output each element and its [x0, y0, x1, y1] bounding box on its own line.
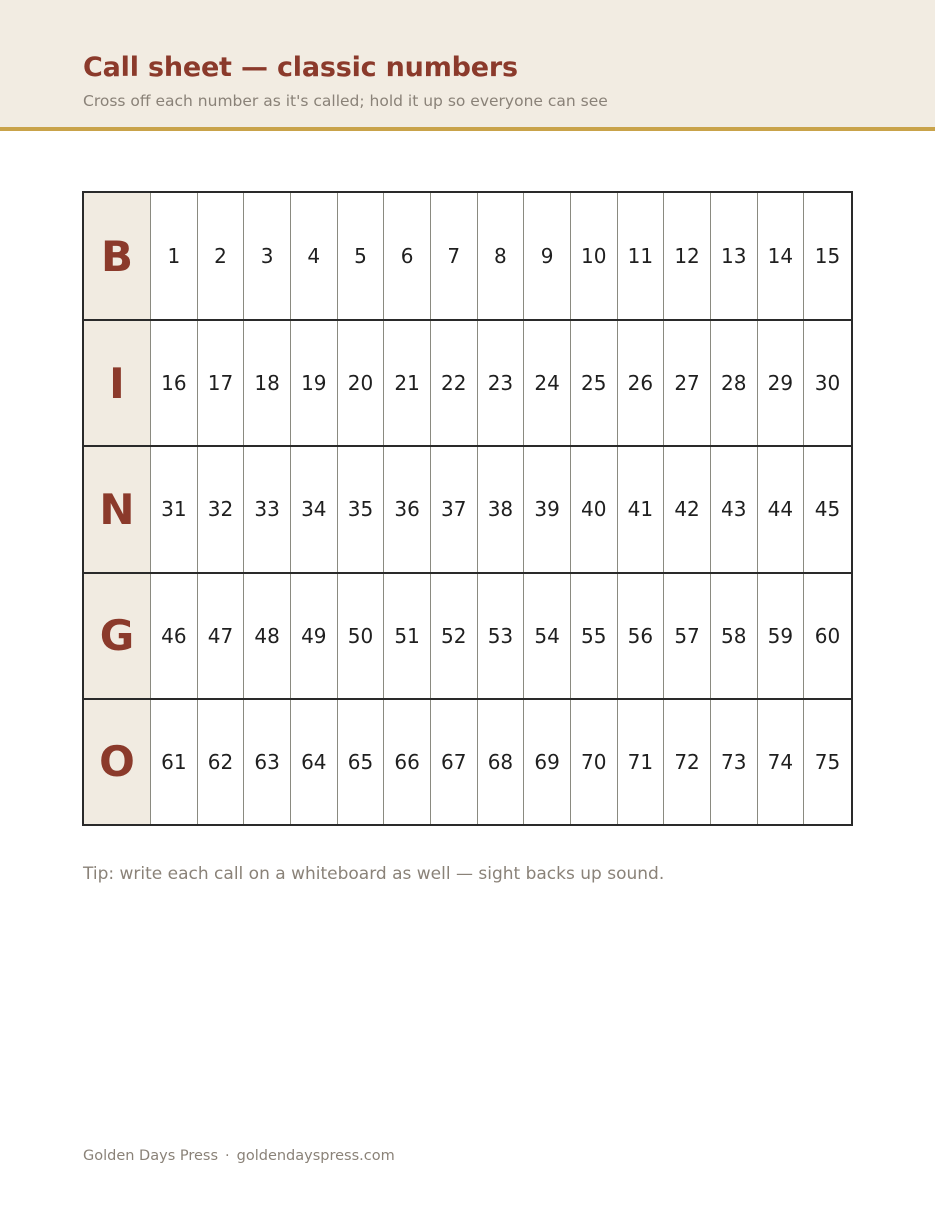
- row-letter: N: [84, 447, 151, 571]
- number-cell[interactable]: 2: [198, 193, 245, 319]
- footer-website[interactable]: goldendayspress.com: [236, 1148, 395, 1164]
- number-cell[interactable]: 37: [431, 447, 478, 571]
- number-cell[interactable]: 28: [711, 321, 758, 445]
- number-cell[interactable]: 35: [338, 447, 385, 571]
- call-grid: [82, 191, 853, 826]
- number-cell[interactable]: 10: [571, 193, 618, 319]
- number-cell[interactable]: 14: [758, 193, 805, 319]
- page-header: [0, 0, 935, 131]
- number-cell[interactable]: 29: [758, 321, 805, 445]
- page-subtitle: Cross off each number as it's called; hold it up so everyone can see: [83, 92, 608, 110]
- number-cell[interactable]: 7: [431, 193, 478, 319]
- number-cell[interactable]: 45: [804, 447, 851, 571]
- number-cell[interactable]: 51: [384, 574, 431, 698]
- number-cell[interactable]: 38: [478, 447, 525, 571]
- number-cell[interactable]: 32: [198, 447, 245, 571]
- number-cell[interactable]: 12: [664, 193, 711, 319]
- number-cell[interactable]: 74: [758, 700, 805, 824]
- number-cell[interactable]: 54: [524, 574, 571, 698]
- number-cell[interactable]: 36: [384, 447, 431, 571]
- number-cell[interactable]: 20: [338, 321, 385, 445]
- footer-separator: ·: [225, 1148, 230, 1164]
- number-cell[interactable]: 56: [618, 574, 665, 698]
- number-cell[interactable]: 70: [571, 700, 618, 824]
- number-cell[interactable]: 6: [384, 193, 431, 319]
- row-letter: O: [84, 700, 151, 824]
- number-cell[interactable]: 23: [478, 321, 525, 445]
- number-cell[interactable]: 73: [711, 700, 758, 824]
- number-cell[interactable]: 57: [664, 574, 711, 698]
- number-cell[interactable]: 65: [338, 700, 385, 824]
- number-cell[interactable]: 61: [151, 700, 198, 824]
- number-cell[interactable]: 4: [291, 193, 338, 319]
- number-cell[interactable]: 68: [478, 700, 525, 824]
- number-cell[interactable]: 60: [804, 574, 851, 698]
- number-cell[interactable]: 9: [524, 193, 571, 319]
- number-cell[interactable]: 41: [618, 447, 665, 571]
- grid-row-o: [84, 698, 851, 824]
- number-cell[interactable]: 72: [664, 700, 711, 824]
- grid-row-g: [84, 572, 851, 698]
- number-cell[interactable]: 27: [664, 321, 711, 445]
- number-cell[interactable]: 19: [291, 321, 338, 445]
- number-cell[interactable]: 63: [244, 700, 291, 824]
- number-cell[interactable]: 48: [244, 574, 291, 698]
- number-cell[interactable]: 39: [524, 447, 571, 571]
- number-cell[interactable]: 46: [151, 574, 198, 698]
- row-letter: B: [84, 193, 151, 319]
- grid-row-i: [84, 319, 851, 445]
- number-cell[interactable]: 55: [571, 574, 618, 698]
- number-cell[interactable]: 21: [384, 321, 431, 445]
- number-cell[interactable]: 17: [198, 321, 245, 445]
- number-cell[interactable]: 22: [431, 321, 478, 445]
- page-title: Call sheet — classic numbers: [83, 52, 518, 83]
- grid-row-b: [84, 193, 851, 319]
- number-cell[interactable]: 30: [804, 321, 851, 445]
- number-cell[interactable]: 34: [291, 447, 338, 571]
- footer-publisher: Golden Days Press: [83, 1148, 219, 1164]
- number-cell[interactable]: 3: [244, 193, 291, 319]
- number-cell[interactable]: 66: [384, 700, 431, 824]
- number-cell[interactable]: 33: [244, 447, 291, 571]
- number-cell[interactable]: 25: [571, 321, 618, 445]
- tip-text: Tip: write each call on a whiteboard as well — sight backs up sound.: [83, 864, 665, 884]
- number-cell[interactable]: 53: [478, 574, 525, 698]
- number-cell[interactable]: 44: [758, 447, 805, 571]
- number-cell[interactable]: 42: [664, 447, 711, 571]
- number-cell[interactable]: 24: [524, 321, 571, 445]
- number-cell[interactable]: 62: [198, 700, 245, 824]
- number-cell[interactable]: 47: [198, 574, 245, 698]
- number-cell[interactable]: 67: [431, 700, 478, 824]
- number-cell[interactable]: 69: [524, 700, 571, 824]
- number-cell[interactable]: 16: [151, 321, 198, 445]
- number-cell[interactable]: 52: [431, 574, 478, 698]
- footer: [83, 1146, 395, 1166]
- number-cell[interactable]: 50: [338, 574, 385, 698]
- row-letter: I: [84, 321, 151, 445]
- number-cell[interactable]: 18: [244, 321, 291, 445]
- number-cell[interactable]: 64: [291, 700, 338, 824]
- number-cell[interactable]: 75: [804, 700, 851, 824]
- number-cell[interactable]: 49: [291, 574, 338, 698]
- number-cell[interactable]: 40: [571, 447, 618, 571]
- number-cell[interactable]: 59: [758, 574, 805, 698]
- number-cell[interactable]: 43: [711, 447, 758, 571]
- number-cell[interactable]: 31: [151, 447, 198, 571]
- number-cell[interactable]: 26: [618, 321, 665, 445]
- row-letter: G: [84, 574, 151, 698]
- grid-row-n: [84, 445, 851, 571]
- number-cell[interactable]: 11: [618, 193, 665, 319]
- number-cell[interactable]: 15: [804, 193, 851, 319]
- number-cell[interactable]: 8: [478, 193, 525, 319]
- number-cell[interactable]: 5: [338, 193, 385, 319]
- number-cell[interactable]: 58: [711, 574, 758, 698]
- number-cell[interactable]: 1: [151, 193, 198, 319]
- number-cell[interactable]: 71: [618, 700, 665, 824]
- number-cell[interactable]: 13: [711, 193, 758, 319]
